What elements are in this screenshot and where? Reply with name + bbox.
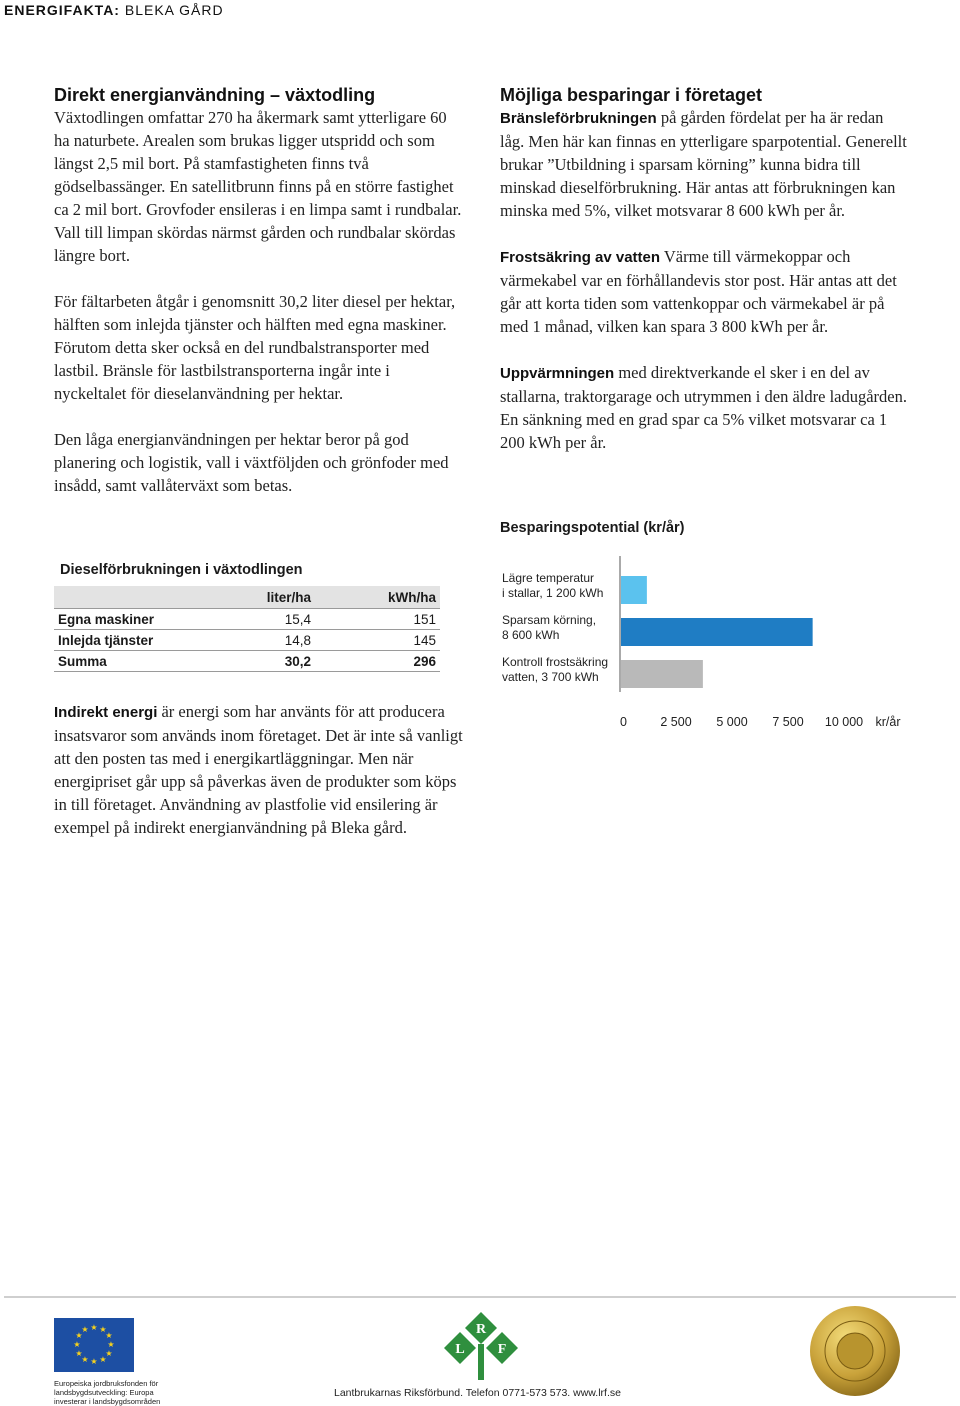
- paragraph-indirect-energy: [54, 700, 464, 839]
- lead-fuel: Bränsleförbrukningen: [500, 110, 657, 127]
- paragraph-fuel: [500, 106, 910, 222]
- eu-caption-line: landsbygdsutveckling: Europa: [54, 1388, 154, 1397]
- header-title: BLEKA GÅRD: [124, 2, 224, 18]
- table-cell: 30,2: [212, 651, 315, 672]
- right-column: [500, 84, 910, 454]
- chart-axis-unit: kr/år: [875, 715, 901, 729]
- section-heading-direct-energy: Direkt energianvändning – växtodling: [54, 85, 376, 105]
- chart-tick-label: 7 500: [772, 715, 804, 729]
- lrf-letter: F: [497, 1342, 507, 1357]
- chart-category-label: Kontroll frostsäkring: [502, 655, 609, 669]
- table-cell: 14,8: [212, 630, 315, 651]
- eu-caption: [54, 1379, 160, 1406]
- svg-text:★: ★: [90, 1323, 98, 1332]
- svg-text:★: ★: [90, 1357, 98, 1366]
- diesel-table-wrap: [54, 586, 440, 672]
- table-cell: 145: [315, 630, 440, 651]
- renewable-energy-badge-icon: [808, 1304, 902, 1398]
- svg-text:★: ★: [75, 1349, 83, 1358]
- fuel-text: på gården fördelat per ha är redan låg. Men här kan finnas en ytterligare sparpotential. Generellt brukar ”Utbildning i sparsam körning” kunna bidra till minskad dieselförbrukning. Här antas att förbrukningen kan minska med 5%, vilket motsvarar 8 600 kWh per år.: [500, 108, 907, 220]
- lead-heating: Uppvärmningen: [500, 365, 615, 382]
- chart-bar: [621, 618, 813, 646]
- table-title: Dieselförbrukningen i växtodlingen: [60, 562, 303, 578]
- lrf-logo-icon: [440, 1310, 522, 1382]
- column-header: kWh/ha: [315, 586, 440, 609]
- chart-tick-label: 0: [620, 715, 627, 729]
- svg-text:★: ★: [105, 1331, 113, 1340]
- chart-bar: [621, 576, 647, 604]
- row-label: Summa: [54, 651, 212, 672]
- table-cell: 15,4: [212, 609, 315, 630]
- row-label: Egna maskiner: [54, 609, 212, 630]
- table-header-row: [54, 586, 440, 609]
- chart-tick-label: 2 500: [660, 715, 692, 729]
- row-label: Inlejda tjänster: [54, 630, 212, 651]
- svg-text:★: ★: [81, 1325, 89, 1334]
- chart-category-label: Lägre temperatur: [502, 571, 595, 585]
- eu-caption-line: investerar i landsbygdsområden: [54, 1397, 161, 1406]
- section-heading-savings: Möjliga besparingar i företaget: [500, 85, 763, 105]
- lrf-letter: R: [475, 1322, 487, 1337]
- table-cell: 151: [315, 609, 440, 630]
- chart-category-label: vatten, 3 700 kWh: [502, 670, 599, 684]
- heating-text: med direktverkande el sker i en del av stallarna, traktorgarage och utrymmen i den äldre ladugården. En sänkning med en grad spar ca 5% vilket motsvarar ca 1 200 kWh per år.: [500, 363, 907, 452]
- footer-contact: Lantbrukarnas Riksförbund. Telefon 0771-573 573. www.lrf.se: [334, 1387, 621, 1399]
- table-row-total: [54, 651, 440, 672]
- chart-title: Besparingspotential (kr/år): [500, 520, 685, 536]
- paragraph-field-work: För fältarbeten åtgår i genomsnitt 30,2 liter diesel per hektar, hälften som inlejda tjänster och hälften med egna maskiner. Förutom detta sker också en del rundbalstransporter med lastbil. Bränsle för lastbilstransporterna ingår inte i nyckeltalet för dieselanvändning per hektar.: [54, 292, 456, 403]
- column-header: [54, 586, 212, 609]
- lead-frost: Frostsäkring av vatten: [500, 249, 661, 266]
- column-header: liter/ha: [212, 586, 315, 609]
- diesel-table: [54, 586, 440, 672]
- svg-text:★: ★: [75, 1331, 83, 1340]
- indirect-energy-block: [54, 700, 464, 839]
- left-column: [54, 84, 464, 497]
- paragraph-frost: [500, 245, 910, 338]
- svg-text:★: ★: [99, 1325, 107, 1334]
- savings-chart: [496, 552, 916, 737]
- lrf-letter: L: [455, 1342, 465, 1357]
- chart-tick-label: 10 000: [824, 715, 864, 729]
- eu-logo: [54, 1318, 160, 1406]
- frost-text: Värme till värmekoppar och värmekabel var en förhållandevis stor post. Här antas att det går att korta tiden som vattenkoppar och värmekabel är på med 1 månad, vilken kan spara 3 800 kWh per år.: [500, 247, 897, 336]
- footer-divider: [4, 1296, 956, 1298]
- chart-category-label: i stallar, 1 200 kWh: [502, 586, 604, 600]
- header-label: ENERGIFAKTA:: [4, 2, 120, 18]
- svg-text:★: ★: [81, 1355, 89, 1364]
- paragraph-low-energy: Den låga energianvändningen per hektar beror på god planering och logistik, vall i växtföljden och grönfoder med insådd, samt vallåterväxt som betas.: [54, 430, 449, 495]
- chart-tick-label: 5 000: [716, 715, 748, 729]
- svg-text:★: ★: [107, 1340, 115, 1349]
- chart-bar: [621, 660, 703, 688]
- eu-caption-line: Europeiska jordbruksfonden för: [54, 1379, 159, 1388]
- paragraph-crop-farming: Växtodlingen omfattar 270 ha åkermark samt ytterligare 60 ha naturbete. Arealen som brukas ligger utspridd och som längst 2,5 mil bort. På stamfastigheten finns två gödselbassänger. En satellitbrunn finns på en större fastighet ca 2 mil bort. Grovfoder ensileras i en limpa samt i rundbalar. Vall till limpan skördas närmst gården och rundbalar skördas längre bort.: [54, 108, 462, 265]
- running-header: [4, 2, 224, 18]
- indirect-energy-text: är energi som har använts för att producera insatsvaror som används inom företaget. Det är inte så vanligt att den posten tas med i energikartläggningar. Men när energipriset går upp så påverkas även de produkter som köps in till företaget. Användning av plastfolie vid ensilering är exempel på indirekt energianvändning på Bleka gård.: [54, 702, 463, 837]
- table-row: [54, 609, 440, 630]
- eu-flag-icon: [54, 1318, 134, 1372]
- chart-category-label: Sparsam körning,: [502, 613, 597, 627]
- table-cell: 296: [315, 651, 440, 672]
- paragraph-heating: [500, 361, 910, 454]
- svg-text:★: ★: [73, 1340, 81, 1349]
- svg-text:★: ★: [105, 1349, 113, 1358]
- lead-indirect-energy: Indirekt energi: [54, 704, 158, 721]
- svg-text:★: ★: [99, 1355, 107, 1364]
- chart-category-label: 8 600 kWh: [502, 628, 560, 642]
- table-row: [54, 630, 440, 651]
